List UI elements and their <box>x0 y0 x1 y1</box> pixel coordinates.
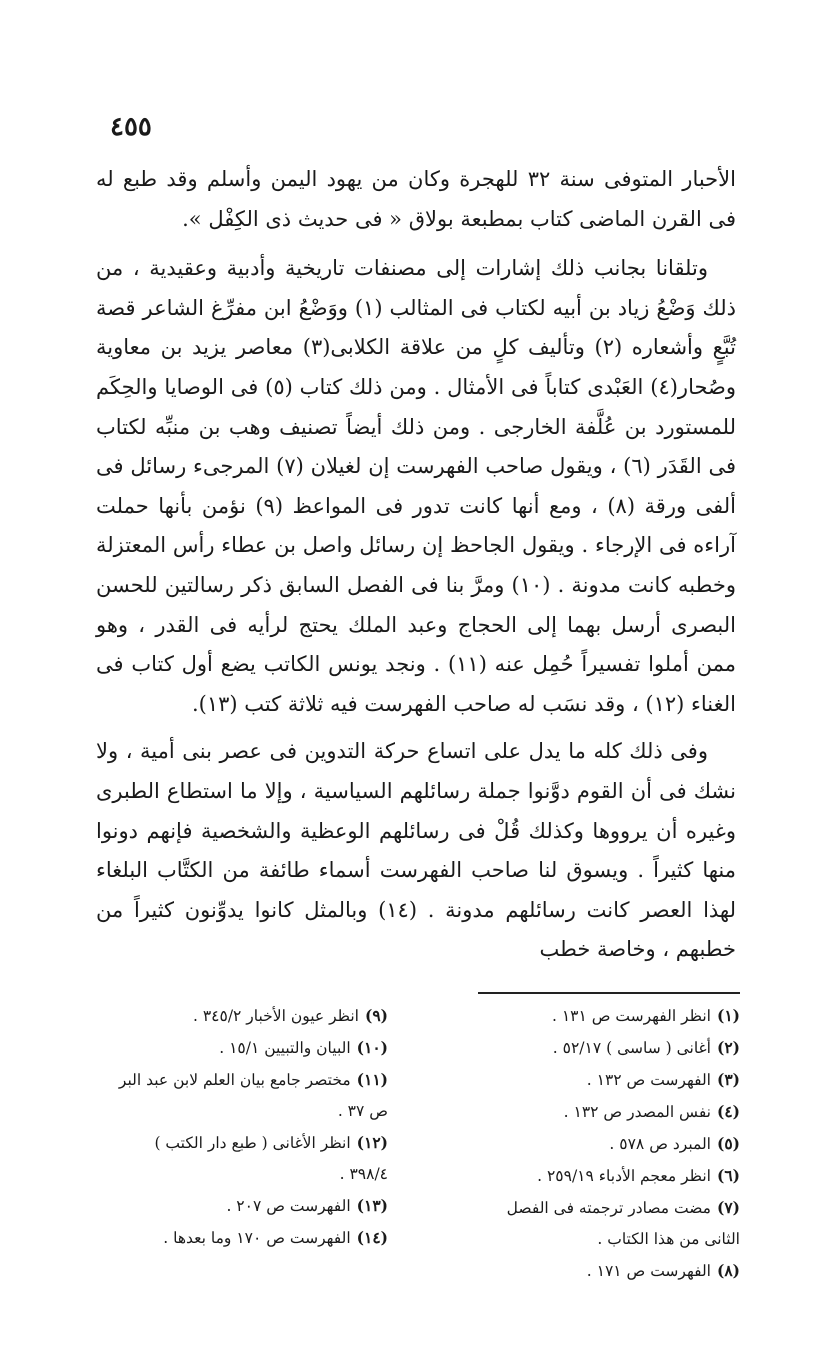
footnote-number: (١٤) <box>356 1228 388 1247</box>
footnote-text: مضت مصادر ترجمته فى الفصل الثانى من هذا الكتاب . <box>506 1199 740 1248</box>
footnote-text: انظر معجم الأدباء ٢٥٩/١٩ . <box>537 1167 711 1185</box>
footnote <box>118 1190 388 1222</box>
footnote-divider <box>478 992 740 994</box>
footnote-text: الفهرست ص ٢٠٧ . <box>226 1197 351 1215</box>
footnotes-right-column <box>470 1000 740 1287</box>
footnote-number: (٦) <box>716 1166 740 1185</box>
footnote <box>118 1000 388 1032</box>
paragraph: وتلقانا بجانب ذلك إشارات إلى مصنفات تاريخية وأدبية وعقيدية ، من ذلك وَضْعُ زياد بن أبيه لكتاب فى المثالب (١) ووَضْعُ ابن مفرِّغ الشاعر قصة تُبَّعٍ وأشعاره (٢) وتأليف كلٍ من علاقة الكلابى(٣) معاصر يزيد بن معاوية وصُحار(٤) العَبْدى كتاباً فى الأمثال . ومن ذلك كتاب (٥) فى الوصايا والحِكَم للمستورد بن عُلَّفة الخارجى . ومن ذلك أيضاً تصنيف وهب بن منبِّه لكتاب فى القَدَر (٦) ، ويقول صاحب الفهرست إن لغيلان (٧) المرجىء رسائل فى ألفى ورقة (٨) ، ومع أنها كانت تدور فى المواعظ (٩) نؤمن بأنها حملت آراءه فى الإرجاء . ويقول الجاحظ إن رسائل واصل بن عطاء رأس المعتزلة وخطبه كانت مدونة . (١٠) ومرَّ بنا فى الفصل السابق ذكر رسالتين للحسن البصرى أرسل بهما إلى الحجاج وعبد الملك يحتج لرأيه فى القدر ، وهو ممن أملوا تفسيراً حُمِل عنه (١١) . ونجد يونس الكاتب يضع أول كتاب فى الغناء (١٢) ، وقد نسَب له صاحب الفهرست فيه ثلاثة كتب (١٣). <box>96 256 736 716</box>
footnote-number: (٣) <box>716 1070 740 1089</box>
footnote <box>118 1127 388 1190</box>
footnote <box>470 1128 740 1160</box>
footnote <box>470 1160 740 1192</box>
footnote-number: (٨) <box>716 1261 740 1280</box>
footnote <box>118 1222 388 1254</box>
footnote-text: انظر عيون الأخبار ٣٤٥/٢ . <box>192 1007 359 1025</box>
paragraph: وفى ذلك كله ما يدل على اتساع حركة التدوين فى عصر بنى أمية ، ولا نشك فى أن القوم دوَّنوا جملة رسائلهم السياسية ، وإلا ما استطاع الطبرى وغيره أن يرووها وكذلك قُلْ فى رسائلهم الوعظية والشخصية فإنهم دونوا منها كثيراً . ويسوق لنا صاحب الفهرست أسماء طائفة من الكتَّاب البلغاء لهذا العصر كانت رسائلهم مدونة . (١٤) وبالمثل كانوا يدوِّنون كثيراً من خطبهم ، وخاصة خطب <box>96 739 736 962</box>
footnote <box>118 1064 388 1127</box>
footnote-text: انظر الفهرست ص ١٣١ . <box>551 1007 711 1025</box>
paragraph: الأحبار المتوفى سنة ٣٢ للهجرة وكان من يهود اليمن وأسلم وقد طبع له فى القرن الماضى كتاب بمطبعة بولاق « فى حديث ذى الكِفْل ». <box>96 167 736 231</box>
footnote-text: الفهرست ص ١٧١ . <box>586 1262 711 1280</box>
footnote-text: الفهرست ص ١٣٢ . <box>586 1071 711 1089</box>
footnote-number: (٤) <box>716 1102 740 1121</box>
footnote <box>118 1032 388 1064</box>
footnote-number: (١٢) <box>356 1133 388 1152</box>
footnote-text: أغانى ( ساسى ) ٥٢/١٧ . <box>552 1039 711 1057</box>
footnote <box>470 1064 740 1096</box>
footnote-text: المبرد ص ٥٧٨ . <box>609 1135 711 1153</box>
footnote-number: (٢) <box>716 1038 740 1057</box>
footnote-number: (١٠) <box>356 1038 388 1057</box>
footnote-number: (٩) <box>364 1006 388 1025</box>
footnote <box>470 1096 740 1128</box>
footnote-number: (٧) <box>716 1198 740 1217</box>
footnote-number: (١) <box>716 1006 740 1025</box>
footnote-number: (١٣) <box>356 1196 388 1215</box>
footnote-text: مختصر جامع بيان العلم لابن عبد البر ص ٣٧ . <box>118 1071 388 1120</box>
footnote-text: البيان والتبيين ١٥/١ . <box>219 1039 351 1057</box>
footnote <box>470 1192 740 1255</box>
footnote-text: نفس المصدر ص ١٣٢ . <box>563 1103 711 1121</box>
main-text <box>96 160 736 970</box>
footnote-text: الفهرست ص ١٧٠ وما بعدها . <box>163 1229 351 1247</box>
footnote-number: (٥) <box>716 1134 740 1153</box>
footnote <box>470 1032 740 1064</box>
footnotes-left-column <box>118 1000 388 1254</box>
footnote <box>470 1255 740 1287</box>
footnote-text: انظر الأغانى ( طبع دار الكتب ) ٣٩٨/٤ . <box>154 1134 388 1183</box>
footnote <box>470 1000 740 1032</box>
page-number: ٤٥٥ <box>110 112 152 142</box>
footnote-number: (١١) <box>356 1070 388 1089</box>
